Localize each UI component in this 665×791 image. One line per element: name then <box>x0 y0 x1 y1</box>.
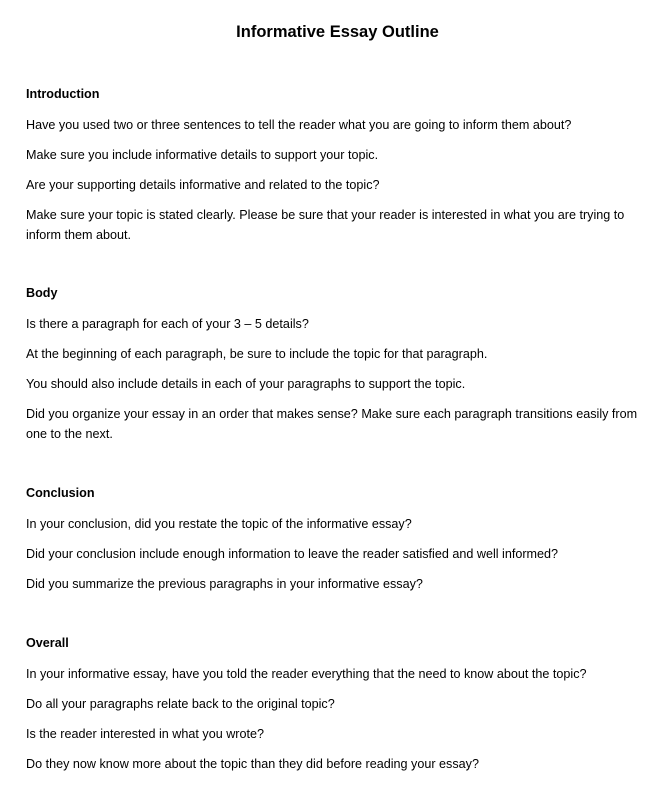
paragraph: Is there a paragraph for each of your 3 – 5 details? <box>26 317 309 331</box>
paragraph: In your conclusion, did you restate the topic of the informative essay? <box>26 517 412 531</box>
paragraph: Do they now know more about the topic than they did before reading your essay? <box>26 757 479 771</box>
paragraph: Do all your paragraphs relate back to the original topic? <box>26 697 335 711</box>
section-introduction <box>26 85 658 255</box>
section-conclusion <box>26 484 658 604</box>
section-heading: Introduction <box>26 87 100 101</box>
paragraph: Did you organize your essay in an order that makes sense? Make sure each paragraph transitions easily from one to the next. <box>26 407 638 441</box>
paragraph: In your informative essay, have you told the reader everything that the need to know about the topic? <box>26 667 587 681</box>
section-heading: Overall <box>26 636 69 650</box>
paragraph: Make sure your topic is stated clearly. Please be sure that your reader is interested in what you are trying to inform them about. <box>26 208 625 242</box>
paragraph: Did your conclusion include enough information to leave the reader satisfied and well informed? <box>26 547 559 561</box>
paragraph: Is the reader interested in what you wrote? <box>26 727 265 741</box>
paragraph: You should also include details in each of your paragraphs to support the topic. <box>26 377 466 391</box>
section-body <box>26 284 658 454</box>
section-overall <box>26 634 658 784</box>
paragraph: At the beginning of each paragraph, be sure to include the topic for that paragraph. <box>26 347 488 361</box>
page-title: Informative Essay Outline <box>236 23 439 41</box>
paragraph: Did you summarize the previous paragraphs in your informative essay? <box>26 577 423 591</box>
paragraph: Have you used two or three sentences to tell the reader what you are going to inform them about? <box>26 118 572 132</box>
paragraph: Make sure you include informative details to support your topic. <box>26 148 379 162</box>
section-heading: Conclusion <box>26 486 95 500</box>
section-heading: Body <box>26 286 58 300</box>
paragraph: Are your supporting details informative and related to the topic? <box>26 178 380 192</box>
